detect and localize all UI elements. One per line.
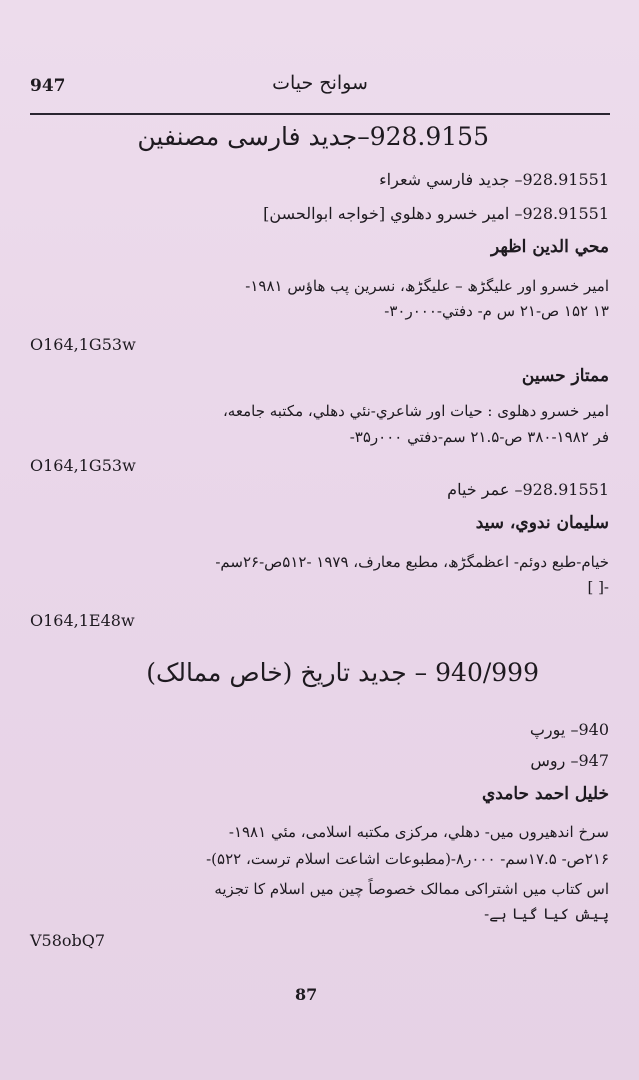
entry-line: -[ ] xyxy=(587,578,609,596)
call-number: V58obQ7 xyxy=(30,931,106,950)
subject-omar-khayyam: 928.91551– عمر خیام xyxy=(447,480,609,499)
subject-amir-khusrau: 928.91551– امیر خسرو دهلوي [خواجه ابوالحسن] xyxy=(263,204,609,223)
call-number: O164,1G53w xyxy=(30,456,136,475)
subject-europe: 940– یورپ xyxy=(529,720,609,739)
entry-line: امیر خسرو دهلوی : حیات اور شاعري-نئي دهلي، مكتبه جامعه، xyxy=(222,402,609,420)
entry-author: خلیل احمد حامدي xyxy=(482,784,609,804)
subject-persian-poets: 928.91551– جدید فارسي شعراء xyxy=(379,170,609,189)
entry-author: محي الدين اظهر xyxy=(490,237,609,257)
entry-line: اس کتاب میں اشتراکی ممالک خصوصاً چین میں اسلام کا تجزیه xyxy=(214,880,609,898)
section-heading-modern-history: 940/999 – جدید تاریخ (خاص ممالک) xyxy=(146,658,539,687)
entry-line: ۱۳ ۱۵۲ ص-۲۱ س م- دفتي-٠٠٠ر۳۰- xyxy=(384,302,609,320)
running-header: سوانح حیات xyxy=(272,72,368,94)
entry-line: پیش کیا گیا ہے- xyxy=(484,905,609,923)
entry-author: سلیمان ندوي، سید xyxy=(475,513,609,533)
entry-author: ممتاز حسين xyxy=(521,366,609,386)
page-number-top: 947 xyxy=(30,76,66,96)
call-number: O164,1G53w xyxy=(30,335,136,354)
entry-line: ۲۱۶ص- ۱۷.۵سم- ٠٠٠ر۸-(مطبوعات اشاعت اسلام ترست، ۵۲۲)- xyxy=(206,850,609,868)
section-heading-persian-authors: 928.9155–جدید فارسی مصنفین xyxy=(137,122,489,151)
entry-line: امیر خسرو اور علیگڑھ – علیگڑھ، نسرین پب هاؤس ۱۹۸۱- xyxy=(245,277,609,295)
subject-russia: 947– روس xyxy=(530,751,609,770)
call-number: O164,1E48w xyxy=(30,611,135,630)
entry-line: فر ۱۹۸۲-۳۸۰ ص-۲۱.۵ سم-دفتي ٠٠٠ر۳۵- xyxy=(349,428,609,446)
entry-line: سرخ اندهیروں میں- دهلي، مرکزی مكتبه اسلامی، مئي ۱۹۸۱- xyxy=(228,823,609,841)
entry-line: خیام-طبع دوئم- اعظمگڑھ، مطبع معارف، ۱۹۷۹ -۵۱۲ص-۲۶سم- xyxy=(215,553,609,571)
page-number-bottom: 87 xyxy=(295,985,318,1004)
header-rule xyxy=(30,113,610,115)
